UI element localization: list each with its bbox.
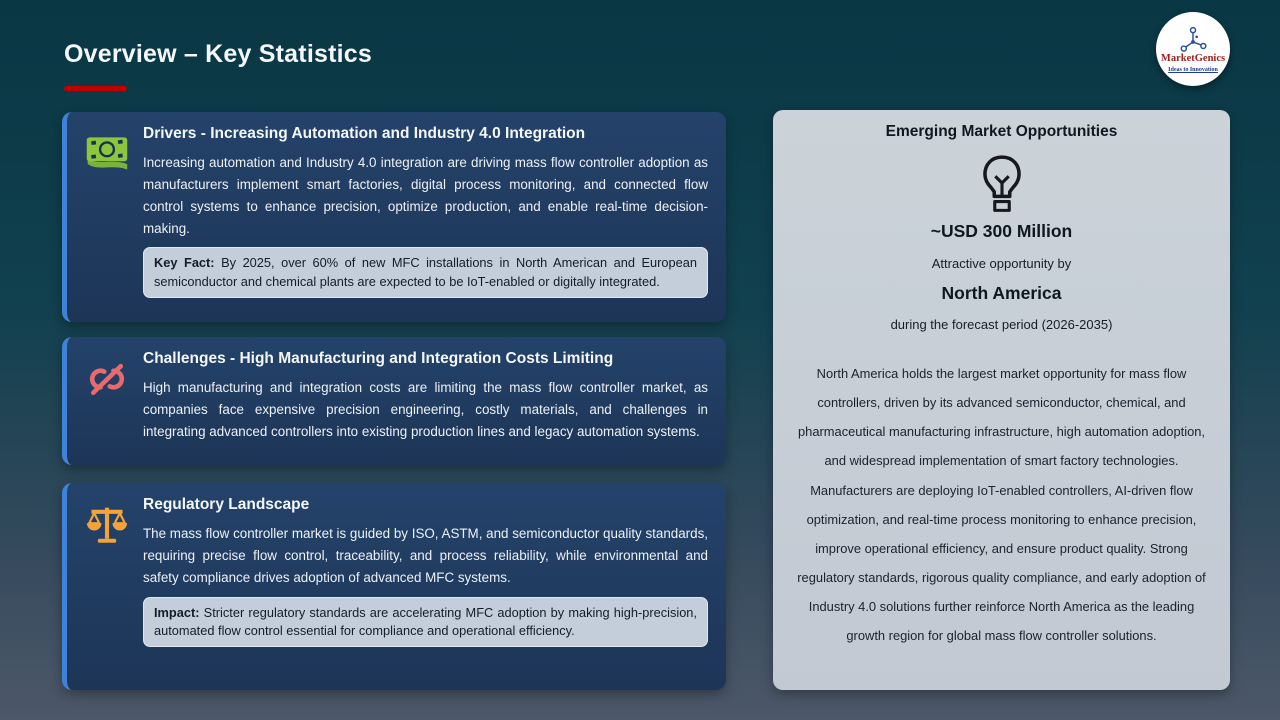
impact-label: Impact:: [154, 604, 200, 620]
panel-title: Emerging Market Opportunities: [885, 123, 1118, 140]
card-drivers: [62, 112, 726, 322]
opportunity-panel: [773, 110, 1230, 690]
broken-link-icon: [81, 358, 133, 400]
impact-text: Stricter regulatory standards are accelerating MFC adoption by making high-precision, automated flow control essential for compliance and operational efficiency.: [154, 604, 697, 638]
opportunity-description: North America holds the largest market opportunity for mass flow controllers, driven by its advanced semiconductor, chemical, and pharmaceutical manufacturing infrastructure, high automation adoption, and widespread implementation of smart factory technologies. Manufacturers are deploying IoT-enabled controllers, AI-driven flow optimization, and real-time process monitoring to enhance precision, improve operational efficiency, and ensure product quality. Strong regulatory standards, rigorous quality compliance, and early adoption of Industry 4.0 solutions further reinforce North America as the leading growth region for global mass flow controller solutions.: [797, 366, 1206, 644]
opportunity-region: North America: [941, 283, 1062, 303]
opportunity-subtitle: Attractive opportunity by: [931, 256, 1072, 271]
key-fact-text: By 2025, over 60% of new MFC installations in North American and European semiconductor and chemical plants are expected to be IoT-enabled or digitally integrated.: [154, 255, 697, 289]
logo-tagline: Ideas to Innovation: [1168, 66, 1218, 73]
logo: [1156, 12, 1230, 86]
opportunity-period: during the forecast period (2026-2035): [890, 317, 1113, 332]
card-body: Increasing automation and Industry 4.0 integration are driving mass flow controller adoption as manufacturers implement smart factories, digital process monitoring, and connected flow control systems to enhance precision, optimize production, and enable real-time decision-making.: [143, 155, 708, 236]
card-title: Drivers - Increasing Automation and Industry 4.0 Integration: [143, 125, 586, 142]
logo-name: MarketGenics: [1160, 53, 1226, 65]
scale-icon: [81, 504, 133, 546]
page-title: Overview – Key Statistics: [64, 40, 372, 68]
money-icon: [81, 133, 133, 173]
key-fact-box: [143, 247, 708, 297]
impact-box: [143, 597, 708, 647]
key-fact-label: Key Fact:: [154, 255, 215, 271]
lightbulb-icon: [789, 154, 1214, 219]
card-title: Challenges - High Manufacturing and Integration Costs Limiting: [143, 350, 614, 367]
molecule-icon: [1178, 25, 1208, 53]
card-body: The mass flow controller market is guided by ISO, ASTM, and semiconductor quality standards, requiring precise flow control, traceability, and process reliability, while environmental and safety compliance drives adoption of advanced MFC systems.: [143, 526, 708, 585]
opportunity-value: ~USD 300 Million: [930, 221, 1073, 241]
card-body: High manufacturing and integration costs are limiting the mass flow controller market, as companies face expensive precision engineering, costly materials, and challenges in integrating advanced controllers into existing production lines and legacy automation systems.: [143, 380, 708, 439]
title-underline: [64, 86, 127, 91]
card-regulatory: [62, 483, 726, 690]
card-challenges: [62, 337, 726, 465]
card-title: Regulatory Landscape: [143, 496, 310, 513]
